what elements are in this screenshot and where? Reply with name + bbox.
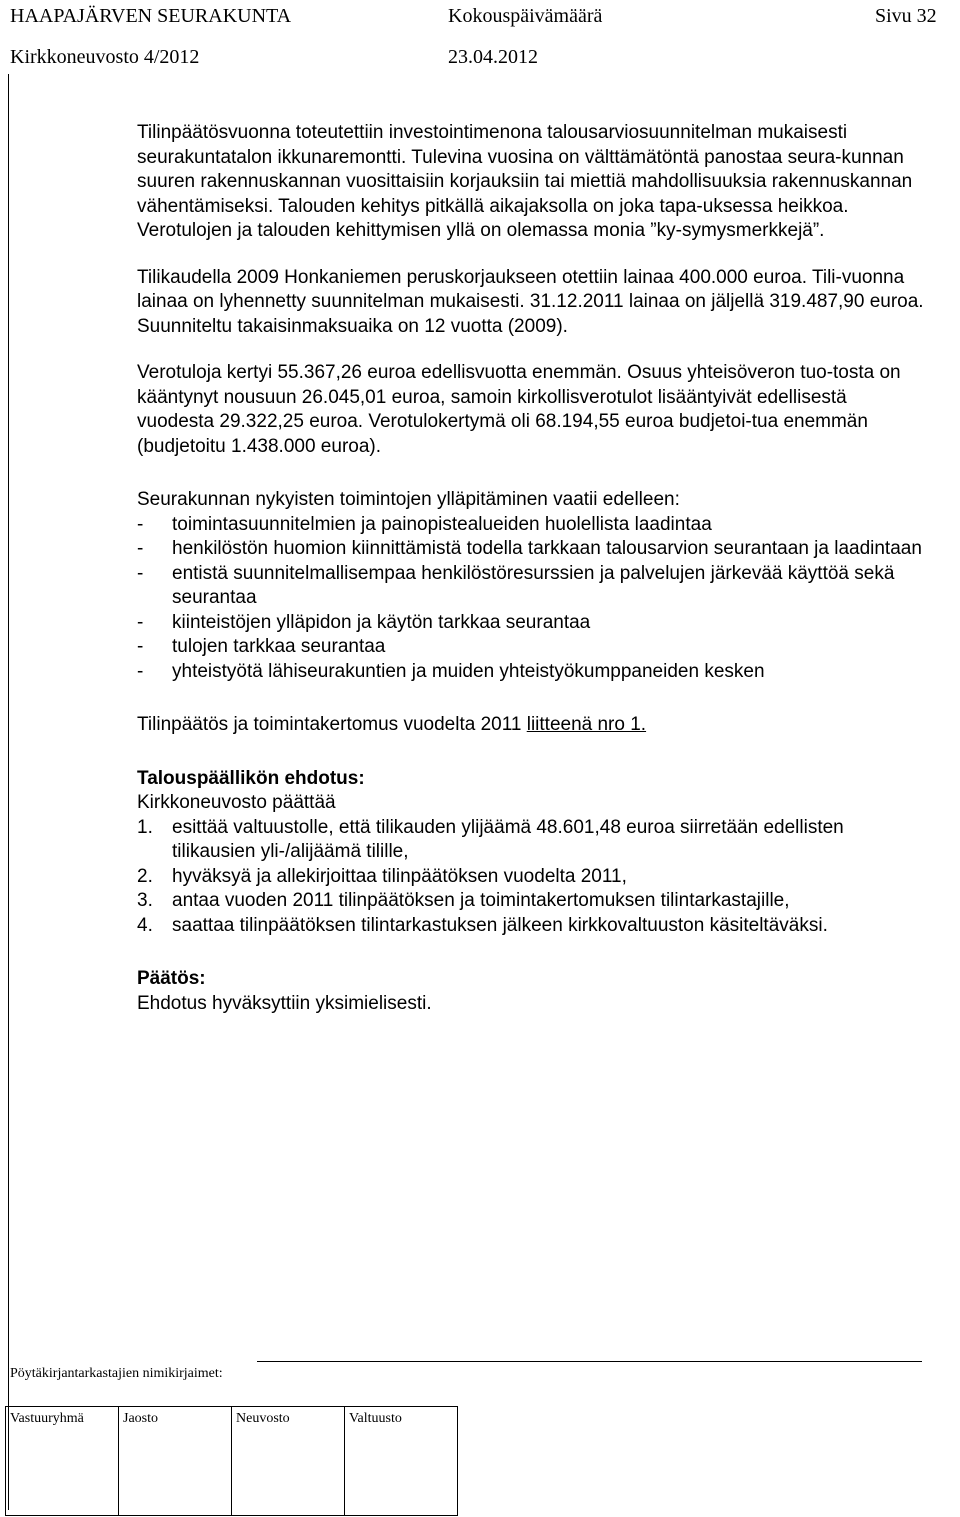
- proposal-item: 4. saattaa tilinpäätöksen tilintarkastuksen jälkeen kirkkovaltuuston käsiteltäväksi.: [137, 914, 927, 939]
- item-number: 4.: [137, 914, 153, 936]
- page-number: Sivu 32: [875, 5, 937, 27]
- list-item: - entistä suunnitelmallisempaa henkilöstöresurssien ja palvelujen järkevää käyttöä sekä seurantaa: [137, 562, 895, 608]
- list-marker: -: [137, 660, 144, 682]
- list-item: - tulojen tarkkaa seurantaa: [137, 635, 927, 660]
- meeting-date: 23.04.2012: [448, 46, 538, 68]
- proposal-item: 1. esittää valtuustolle, että tilikauden ylijäämä 48.601,48 euroa siirretään edellisten tilikausien yli-/alijäämä tilille,: [137, 816, 844, 862]
- paragraph-tax-revenue: Verotuloja kertyi 55.367,26 euroa edellisvuotta enemmän. Osuus yhteisöveron tuo-tosta on kääntynyt nousuun 26.045,01 euroa, samoin kirkollisverotulot lisääntyivät edellisestä vuodesta 29.322,25 euroa. Verotulokertymä oli 68.194,55 euroa budjetoi-tua enemmän (budjetoitu 1.438.000 euroa).: [137, 362, 901, 457]
- meeting-name: Kirkkoneuvosto 4/2012: [10, 46, 200, 68]
- signature-label: Pöytäkirjantarkastajien nimikirjaimet:: [10, 1366, 223, 1381]
- decision-heading: Päätös:: [137, 968, 206, 989]
- proposal-item: 2. hyväksyä ja allekirjoittaa tilinpäätöksen vuodelta 2011,: [137, 865, 927, 890]
- proposal-list: [137, 816, 927, 939]
- paragraph-loan: Tilikaudella 2009 Honkaniemen peruskorjaukseen otettiin lainaa 400.000 euroa. Tili-vuonna lainaa on lyhennetty suunnitelman mukaisesti. 31.12.2011 lainaa on jäljellä 319.487,90 euroa. Suunniteltu takaisinmaksuaika on 12 vuotta (2009).: [137, 266, 924, 337]
- list-marker: -: [137, 636, 144, 657]
- initials-cell-neuvosto: Neuvosto: [232, 1407, 345, 1516]
- list-marker: -: [137, 538, 144, 559]
- item-number: 2.: [137, 865, 153, 887]
- header-row-1: [10, 4, 937, 28]
- proposal-item: 3. antaa vuoden 2011 tilinpäätöksen ja toimintakertomuksen tilintarkastajille,: [137, 889, 927, 914]
- proposal-intro: Kirkkoneuvosto päättää: [137, 792, 336, 813]
- item-number: 3.: [137, 890, 153, 911]
- document-body: [137, 121, 927, 1016]
- initials-cell-jaosto: Jaosto: [119, 1407, 232, 1516]
- left-margin-line: [8, 74, 9, 1510]
- proposal-heading: Talouspäällikön ehdotus:: [137, 767, 365, 789]
- date-label: Kokouspäivämäärä: [448, 5, 603, 27]
- signature-line: [257, 1361, 922, 1362]
- attachment-line: Tilinpäätös ja toimintakertomus vuodelta 2011 liitteenä nro 1.: [137, 714, 647, 735]
- list-item: - yhteistyötä lähiseurakuntien ja muiden yhteistyökumppaneiden kesken: [137, 660, 927, 685]
- header-row-2: [10, 45, 538, 69]
- list-marker: -: [137, 513, 144, 535]
- organization-name: HAAPAJÄRVEN SEURAKUNTA: [10, 5, 292, 27]
- initials-cell-valtuusto: Valtuusto: [345, 1407, 458, 1516]
- item-number: 1.: [137, 816, 153, 838]
- requirements-list: [137, 513, 927, 685]
- list-item: - kiinteistöjen ylläpidon ja käytön tarkkaa seurantaa: [137, 611, 927, 636]
- paragraph-investments: Tilinpäätösvuonna toteutettiin investointimenona talousarviosuunnitelman mukaisesti seurakuntatalon ikkunaremontti. Tulevina vuosina on välttämätöntä panostaa seura-kunnan suuren rakennuskannan vuosittaisiin korjauksiin tai miettiä mahdollisuuksia rakennuskannan vähentämiseksi. Talouden kehitys pitkällä aikajaksolla on joka tapa-uksessa heikkoa. Verotulojen ja talouden kehittymisen yllä on olemassa monia ”ky-symysmerkkejä”.: [137, 122, 913, 241]
- initials-cell-vastuuryhma: Vastuuryhmä: [6, 1407, 119, 1516]
- requirements-intro: Seurakunnan nykyisten toimintojen ylläpitäminen vaatii edelleen:: [137, 489, 680, 510]
- decision-text: Ehdotus hyväksyttiin yksimielisesti.: [137, 992, 432, 1014]
- list-marker: -: [137, 562, 144, 584]
- attachment-reference: liitteenä nro 1.: [526, 714, 647, 735]
- list-item: - toimintasuunnitelmien ja painopistealueiden huolellista laadintaa: [137, 513, 927, 538]
- list-marker: -: [137, 611, 144, 633]
- initials-table: [5, 1406, 458, 1516]
- list-item: - henkilöstön huomion kiinnittämistä todella tarkkaan talousarvion seurantaan ja laadintaan: [137, 537, 927, 562]
